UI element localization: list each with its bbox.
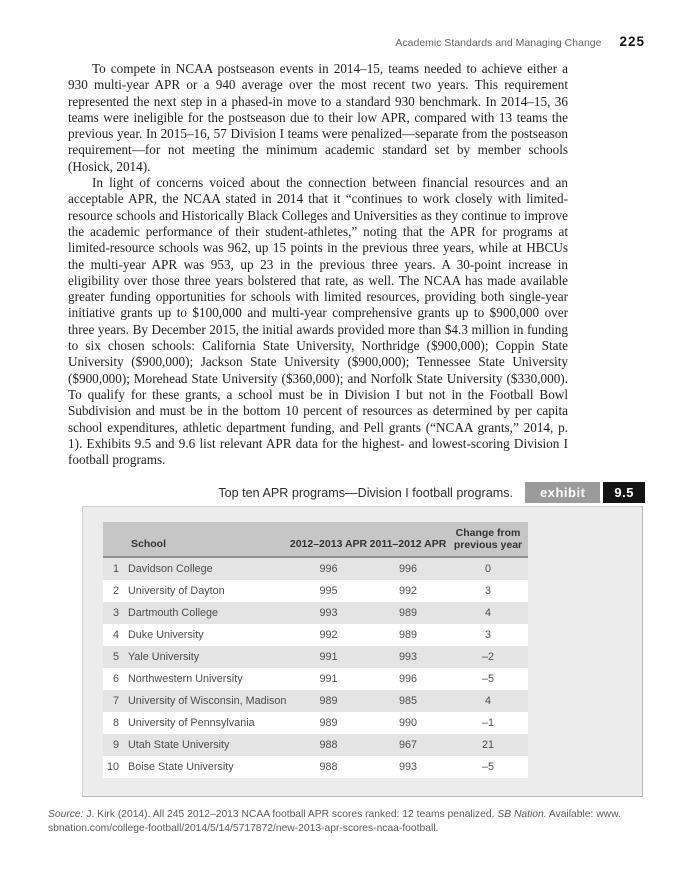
change-cell: –2 xyxy=(481,651,494,663)
school-cell: Duke University xyxy=(128,629,204,641)
apr-table xyxy=(103,522,528,778)
apr-2012-2013-cell: 988 xyxy=(319,739,338,751)
rank-cell: 2 xyxy=(112,585,119,597)
apr-2012-2013-cell: 992 xyxy=(319,629,338,641)
school-cell: University of Wisconsin, Madison xyxy=(128,695,287,707)
change-cell: 0 xyxy=(484,563,491,575)
table-row xyxy=(103,558,528,580)
table-row xyxy=(103,690,528,712)
exhibit-number-badge: 9.5 xyxy=(603,482,645,503)
apr-2011-2012-cell: 967 xyxy=(398,739,417,751)
paragraph: To compete in NCAA postseason events in 2014–15, teams needed to achieve either a 930 multi-year APR or a 940 average over the most recent two years. This requirement represented the next step in a phased-in move to a standard 930 benchmark. In 2014–15, 36 teams were ineligible for the postseason due to their low APR, compared with 13 teams the previous year. In 2015–16, 57 Division I teams were penalized—separate from the postseason requirement—for not meeting the minimum academic standard set by member schools (Hosick, 2014). xyxy=(68,61,568,174)
column-header-apr-2012-2013: 2012–2013 APR xyxy=(289,538,368,550)
page-number: 225 xyxy=(619,34,645,49)
apr-2012-2013-cell: 991 xyxy=(319,673,338,685)
running-title: Academic Standards and Managing Change xyxy=(395,37,602,49)
rank-cell: 4 xyxy=(112,629,119,641)
apr-2012-2013-cell: 995 xyxy=(319,585,338,597)
column-header-change-line1: Change from xyxy=(455,527,521,539)
exhibit-caption-row xyxy=(218,482,645,503)
apr-2011-2012-cell: 990 xyxy=(398,717,417,729)
change-cell: 4 xyxy=(484,607,491,619)
table-header-row xyxy=(103,522,528,558)
rank-cell: 5 xyxy=(112,651,119,663)
rank-cell: 6 xyxy=(112,673,119,685)
source-note xyxy=(48,808,658,836)
body-text xyxy=(68,61,568,468)
change-cell: –1 xyxy=(481,717,494,729)
source-publication: SB Nation. xyxy=(497,809,547,820)
school-cell: Davidson College xyxy=(128,563,213,575)
school-cell: Dartmouth College xyxy=(128,607,219,619)
change-cell: –5 xyxy=(481,673,494,685)
column-header-change xyxy=(448,528,528,556)
exhibit-caption: Top ten APR programs—Division I football programs. xyxy=(218,485,514,500)
school-cell: University of Dayton xyxy=(128,585,225,597)
table-body xyxy=(103,558,528,778)
change-cell: 4 xyxy=(484,695,491,707)
apr-2011-2012-cell: 989 xyxy=(398,607,417,619)
exhibit-panel xyxy=(82,506,643,797)
paragraph: In light of concerns voiced about the connection between financial resources and an acceptable APR, the NCAA stated in 2014 that it “continues to work closely with limited-resource schools and Historically Black Colleges and Universities as they continue to improve the academic performance of their student-athletes,” noting that the APR for programs at limited-resource schools was 962, up 15 points in the previous three years, while at HBCUs the multi-year APR was 953, up 23 in the previous three years. A 30-point increase in eligibility over those three years bolstered that rate, as well. The NCAA has made available greater funding opportunities for schools with limited resources, providing both single-year initiative grants up to $100,000 and multi-year comprehensive grants up to $900,000 over three years. By December 2015, the initial awards provided more than $4.3 million in funding to six chosen schools: California State University, Northridge ($900,000); Coppin State University ($900,000); Jackson State University ($900,000); Tennessee State University ($900,000); Morehead State University ($360,000); and Norfolk State University ($330,000). To qualify for these grants, a school must be in Division I but not in the Football Bowl Subdivision and must be in the bottom 10 percent of resources as determined by per capita school expenditures, athletic department funding, and Pell grants (“NCAA grants,” 2014, p. 1). Exhibits 9.5 and 9.6 list relevant APR data for the highest- and lowest-scoring Division I football programs. xyxy=(68,175,568,468)
column-header-change-line2: previous year xyxy=(453,538,523,551)
apr-2011-2012-cell: 985 xyxy=(398,695,417,707)
running-head xyxy=(395,34,645,49)
school-cell: Yale University xyxy=(128,651,200,663)
column-header-school: School xyxy=(131,538,167,550)
table-row xyxy=(103,756,528,778)
rank-cell: 1 xyxy=(112,563,119,575)
apr-2012-2013-cell: 989 xyxy=(319,717,338,729)
rank-cell: 3 xyxy=(112,607,119,619)
source-label: Source: xyxy=(48,809,84,820)
apr-2012-2013-cell: 991 xyxy=(319,651,338,663)
source-note-line2: sbnation.com/college-football/2014/5/14/5717872/new-2013-apr-scores-ncaa-football. xyxy=(48,822,439,834)
apr-2012-2013-cell: 988 xyxy=(319,761,338,773)
apr-2012-2013-cell: 993 xyxy=(319,607,338,619)
rank-cell: 9 xyxy=(112,739,119,751)
change-cell: 21 xyxy=(481,739,494,751)
table-row xyxy=(103,668,528,690)
source-segment1: J. Kirk (2014). All 245 2012–2013 NCAA football APR scores ranked: 12 teams penalized. xyxy=(83,809,498,820)
source-segment2: Available: www. xyxy=(546,809,621,820)
school-cell: Northwestern University xyxy=(128,673,243,685)
table-row xyxy=(103,712,528,734)
apr-2011-2012-cell: 989 xyxy=(398,629,417,641)
school-cell: University of Pennsylvania xyxy=(128,717,255,729)
column-header-apr-2011-2012: 2011–2012 APR xyxy=(369,538,447,550)
table-row xyxy=(103,624,528,646)
rank-cell: 10 xyxy=(106,761,119,773)
rank-cell: 8 xyxy=(112,717,119,729)
apr-2011-2012-cell: 992 xyxy=(398,585,417,597)
apr-2012-2013-cell: 996 xyxy=(319,563,338,575)
apr-2011-2012-cell: 996 xyxy=(398,563,417,575)
table-row xyxy=(103,734,528,756)
change-cell: 3 xyxy=(484,629,491,641)
school-cell: Utah State University xyxy=(128,739,230,751)
table-row xyxy=(103,602,528,624)
apr-2011-2012-cell: 996 xyxy=(398,673,417,685)
rank-cell: 7 xyxy=(112,695,119,707)
apr-2011-2012-cell: 993 xyxy=(398,761,417,773)
change-cell: 3 xyxy=(484,585,491,597)
table-row xyxy=(103,580,528,602)
change-cell: –5 xyxy=(481,761,494,773)
apr-2012-2013-cell: 989 xyxy=(319,695,338,707)
table-row xyxy=(103,646,528,668)
school-cell: Boise State University xyxy=(128,761,234,773)
source-note-line1 xyxy=(48,808,658,822)
exhibit-label-badge: exhibit xyxy=(525,482,600,503)
apr-2011-2012-cell: 993 xyxy=(398,651,417,663)
